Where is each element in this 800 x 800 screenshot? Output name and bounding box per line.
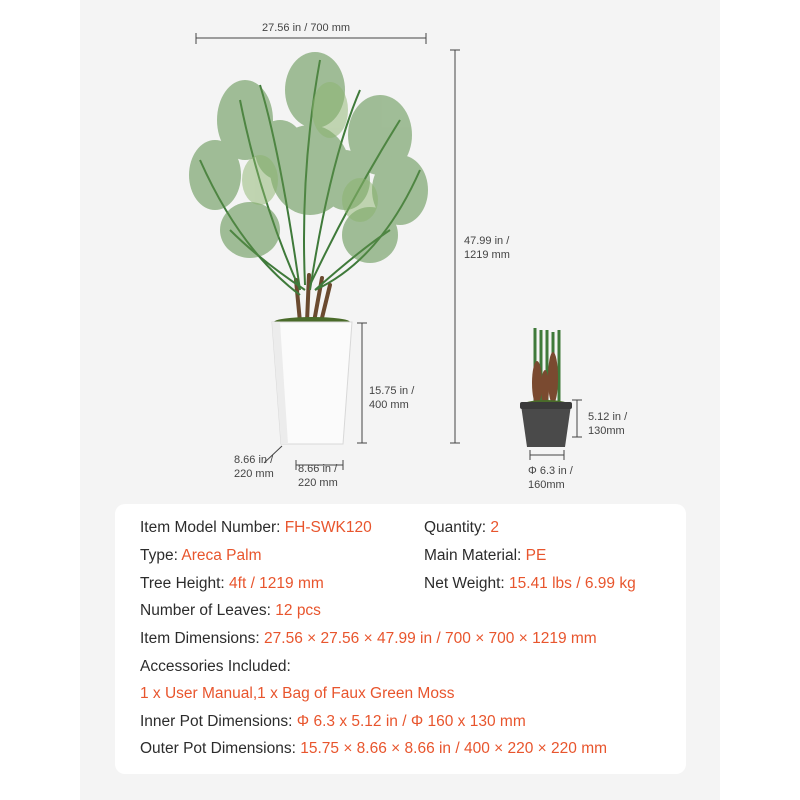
spec-material — [424, 547, 546, 565]
spec-leaves-label: Number of Leaves: — [140, 602, 276, 619]
black-inner-pot — [521, 405, 571, 447]
spec-material-value: PE — [525, 547, 547, 564]
spec-inner-pot — [140, 713, 526, 731]
inner-height-label-1: 5.12 in / — [588, 411, 628, 423]
inner-pot-rim — [520, 402, 572, 409]
spec-quantity-value: 2 — [490, 519, 499, 536]
inner-diam-label-2: 160mm — [528, 479, 565, 491]
spec-material-label: Main Material: — [424, 547, 526, 564]
pot-width-label-2: 220 mm — [298, 477, 338, 489]
spec-type-value: Areca Palm — [181, 547, 262, 564]
palm-foliage — [189, 52, 428, 263]
spec-item-dimensions — [140, 630, 597, 648]
height-label-1: 47.99 in / — [464, 235, 510, 247]
spec-quantity — [424, 519, 499, 537]
pot-depth-label-2: 220 mm — [234, 468, 274, 480]
spec-leaves-value: 12 pcs — [275, 602, 321, 619]
spec-weight — [424, 575, 636, 593]
width-label: 27.56 in / 700 mm — [262, 22, 351, 34]
spec-weight-value: 15.41 lbs / 6.99 kg — [509, 575, 636, 592]
spec-accessories-label: Accessories Included: — [140, 658, 291, 675]
spec-type-label: Type: — [140, 547, 182, 564]
spec-quantity-label: Quantity: — [424, 519, 491, 536]
spec-inner-pot-label: Inner Pot Dimensions: — [140, 713, 297, 730]
spec-model-value: FH-SWK120 — [284, 519, 372, 536]
spec-leaves — [140, 602, 321, 620]
height-label-2: 1219 mm — [464, 249, 510, 261]
spec-accessories-value: 1 x User Manual,1 x Bag of Faux Green Moss — [140, 685, 455, 702]
spec-outer-pot — [140, 740, 607, 758]
inner-diam-label-1: Φ 6.3 in / — [528, 465, 573, 477]
pot-height-label-1: 15.75 in / — [369, 385, 415, 397]
spec-outer-pot-value: 15.75 × 8.66 × 8.66 in / 400 × 220 × 220 mm — [300, 740, 608, 757]
spec-type — [140, 547, 262, 565]
spec-outer-pot-label: Outer Pot Dimensions: — [140, 740, 301, 757]
spec-model — [140, 519, 372, 537]
pot-height-label-2: 400 mm — [369, 399, 409, 411]
spec-weight-label: Net Weight: — [424, 575, 510, 592]
pot-depth-label-1: 8.66 in / — [234, 454, 274, 466]
spec-tree-height — [140, 575, 324, 593]
spec-model-label: Item Model Number: — [140, 519, 285, 536]
pot-width-label-1: 8.66 in / — [298, 463, 338, 475]
spec-item-dim-label: Item Dimensions: — [140, 630, 265, 647]
spec-item-dim-value: 27.56 × 27.56 × 47.99 in / 700 × 700 × 1219 mm — [264, 630, 597, 647]
spec-tree-height-value: 4ft / 1219 mm — [229, 575, 324, 592]
spec-tree-height-label: Tree Height: — [140, 575, 230, 592]
inner-height-label-2: 130mm — [588, 425, 625, 437]
spec-inner-pot-value: Φ 6.3 x 5.12 in / Φ 160 x 130 mm — [296, 713, 526, 730]
